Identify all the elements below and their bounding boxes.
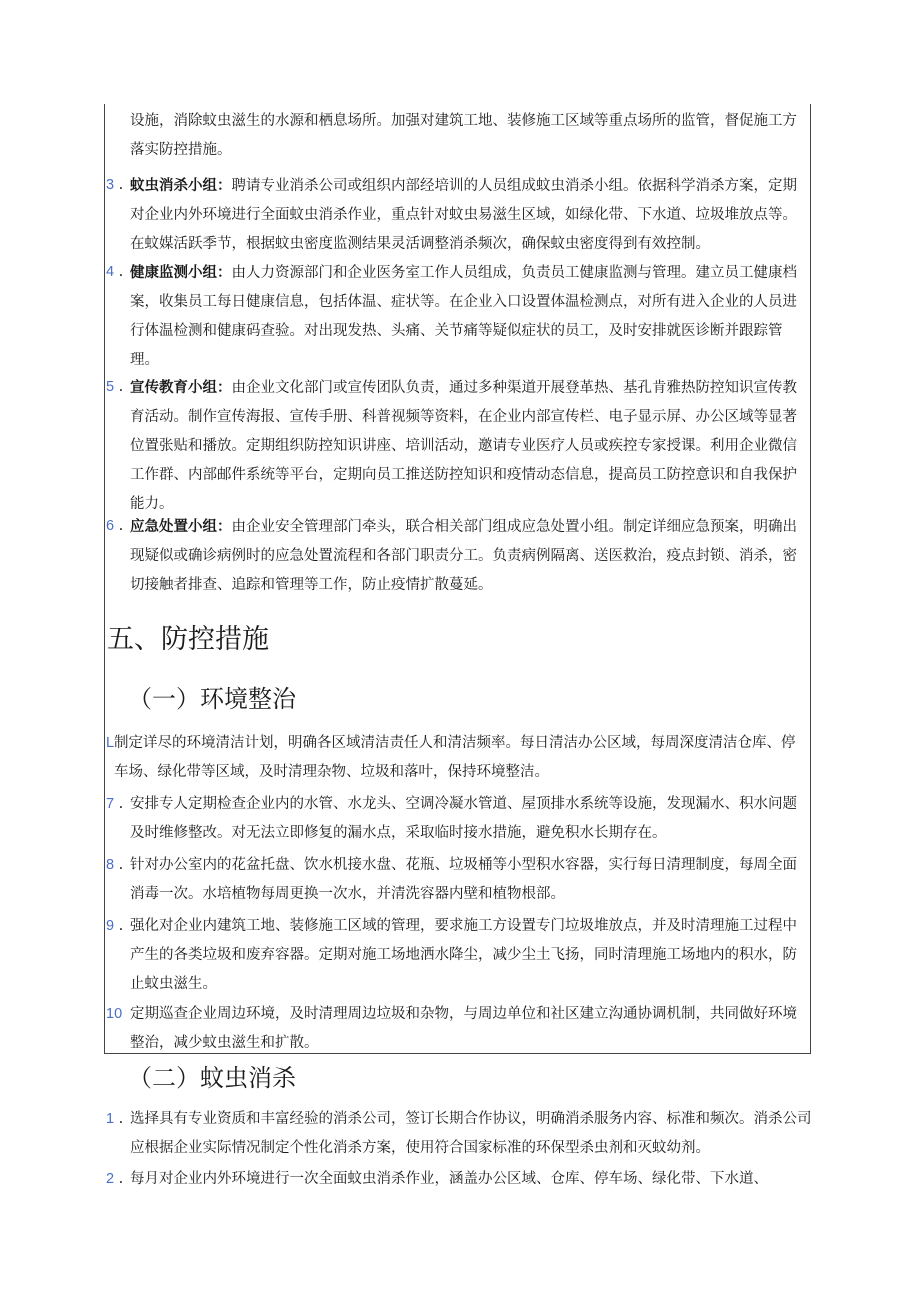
- item-number: L: [106, 735, 115, 751]
- continued-paragraph: 设施，消除蚊虫滋生的水源和栖息场所。加强对建筑工地、装修施工区域等重点场所的监管，督促施工方落实防控措施。: [130, 113, 797, 158]
- list-item: 2 . 每月对企业内外环境进行一次全面蚊虫消杀作业，涵盖办公区域、仓库、停车场、绿化带、下水道、: [106, 1171, 768, 1187]
- group-text: 由企业安全管理部门牵头，联合相关部门组成应急处置小组。制定详细应急预案，明确出现疑似或确诊病例时的应急处置流程和各部门职责分工。负责病例隔离、送医救治，疫点封锁、消杀，密切接触者排查、追踪和管理等工作，防止疫情扩散蔓延。: [130, 519, 797, 593]
- group-text: 由人力资源部门和企业医务室工作人员组成，负责员工健康监测与管理。建立员工健康档案，收集员工每日健康信息，包括体温、症状等。在企业入口设置体温检测点，对所有进入企业的人员进行体温检测和健康码查验。对出现发热、头痛、关节痛等疑似症状的员工，及时安排就医诊断并跟踪管理。: [130, 265, 797, 368]
- item-number: 9: [106, 918, 115, 934]
- item-number: 3: [106, 177, 115, 193]
- item-number: 7: [106, 796, 115, 812]
- list-item: 7 . 安排专人定期检查企业内的水管、水龙头、空调冷凝水管道、屋顶排水系统等设施，发现漏水、积水问题及时维修整改。对无法立即修复的漏水点，采取临时接水措施，避免积水长期存在。: [106, 796, 797, 841]
- list-item: L 制定详尽的环境清洁计划，明确各区域清洁责任人和清洁频率。每日清洁办公区域，每周深度清洁仓库、停车场、绿化带等区域，及时清理杂物、垃圾和落叶，保持环境整洁。: [106, 735, 796, 780]
- group-item-3: 3 . 蚊虫消杀小组：聘请专业消杀公司或组织内部经培训的人员组成蚊虫消杀小组。依据科学消杀方案，定期对企业内外环境进行全面蚊虫消杀作业，重点针对蚊虫易滋生区域，如绿化带、下水道、垃圾堆放点等。在蚊媒活跃季节，根据蚊虫密度监测结果灵活调整消杀频次，确保蚊虫密度得到有效控制。: [106, 177, 797, 252]
- group-title: 应急处置小组：: [130, 518, 232, 535]
- group-text: 聘请专业消杀公司或组织内部经培训的人员组成蚊虫消杀小组。依据科学消杀方案，定期对企业内外环境进行全面蚊虫消杀作业，重点针对蚊虫易滋生区域，如绿化带、下水道、垃圾堆放点等。在蚊媒活跃季节，根据蚊虫密度监测结果灵活调整消杀频次，确保蚊虫密度得到有效控制。: [130, 178, 797, 252]
- item-number: 8: [106, 857, 115, 873]
- subsection-heading-1: （一）环境整治: [128, 685, 296, 713]
- item-number: 2: [106, 1171, 115, 1187]
- group-text: 由企业文化部门或宣传团队负责，通过多种渠道开展登革热、基孔肯雅热防控知识宣传教育活动。制作宣传海报、宣传手册、科普视频等资料，在企业内部宣传栏、电子显示屏、办公区域等显著位置张贴和播放。定期组织防控知识讲座、培训活动，邀请专业医疗人员或疾控专家授课。利用企业微信工作群、内部邮件系统等平台，定期向员工推送防控知识和疫情动态信息，提高员工防控意识和自我保护能力。: [130, 380, 797, 512]
- item-number: 5: [106, 379, 115, 395]
- group-item-4: 4 . 健康监测小组：由人力资源部门和企业医务室工作人员组成，负责员工健康监测与管理。建立员工健康档案，收集员工每日健康信息，包括体温、症状等。在企业入口设置体温检测点，对所有进入企业的人员进行体温检测和健康码查验。对出现发热、头痛、关节痛等疑似症状的员工，及时安排就医诊断并跟踪管理。: [106, 264, 797, 368]
- item-number: 1: [106, 1111, 115, 1127]
- item-number: 6: [106, 518, 115, 534]
- item-number: 10: [106, 1006, 123, 1022]
- section-heading-5: 五、防控措施: [107, 624, 269, 655]
- item-number: 4: [106, 264, 115, 280]
- group-item-5: 5 . 宣传教育小组：由企业文化部门或宣传团队负责，通过多种渠道开展登革热、基孔肯雅热防控知识宣传教育活动。制作宣传海报、宣传手册、科普视频等资料，在企业内部宣传栏、电子显示屏、办公区域等显著位置张贴和播放。定期组织防控知识讲座、培训活动，邀请专业医疗人员或疾控专家授课。利用企业微信工作群、内部邮件系统等平台，定期向员工推送防控知识和疫情动态信息，提高员工防控意识和自我保护能力。: [106, 379, 797, 512]
- group-item-6: 6 . 应急处置小组：由企业安全管理部门牵头，联合相关部门组成应急处置小组。制定详细应急预案，明确出现疑似或确诊病例时的应急处置流程和各部门职责分工。负责病例隔离、送医救治，疫点封锁、消杀，密切接触者排查、追踪和管理等工作，防止疫情扩散蔓延。: [106, 518, 797, 593]
- list-item: 8 . 针对办公室内的花盆托盘、饮水机接水盘、花瓶、垃圾桶等小型积水容器，实行每日清理制度，每周全面消毒一次。水培植物每周更换一次水，并清洗容器内壁和植物根部。: [106, 857, 797, 902]
- list-item: 9 . 强化对企业内建筑工地、装修施工区域的管理，要求施工方设置专门垃圾堆放点，并及时清理施工过程中产生的各类垃圾和废弃容器。定期对施工场地洒水降尘，减少尘土飞扬，同时清理施工场地内的积水，防止蚊虫滋生。: [106, 918, 797, 992]
- group-title: 宣传教育小组：: [130, 379, 232, 396]
- list-item: 10 定期巡查企业周边环境，及时清理周边垃圾和杂物，与周边单位和社区建立沟通协调机制，共同做好环境整治，减少蚊虫滋生和扩散。: [106, 1006, 797, 1051]
- subsection-heading-2: （二）蚊虫消杀: [128, 1064, 296, 1092]
- group-title: 蚊虫消杀小组：: [130, 177, 232, 194]
- group-title: 健康监测小组：: [130, 264, 232, 281]
- list-item: 1 . 选择具有专业资质和丰富经验的消杀公司，签订长期合作协议，明确消杀服务内容、标准和频次。消杀公司应根据企业实际情况制定个性化消杀方案，使用符合国家标准的环保型杀虫剂和灭蚊幼剂。: [106, 1111, 812, 1156]
